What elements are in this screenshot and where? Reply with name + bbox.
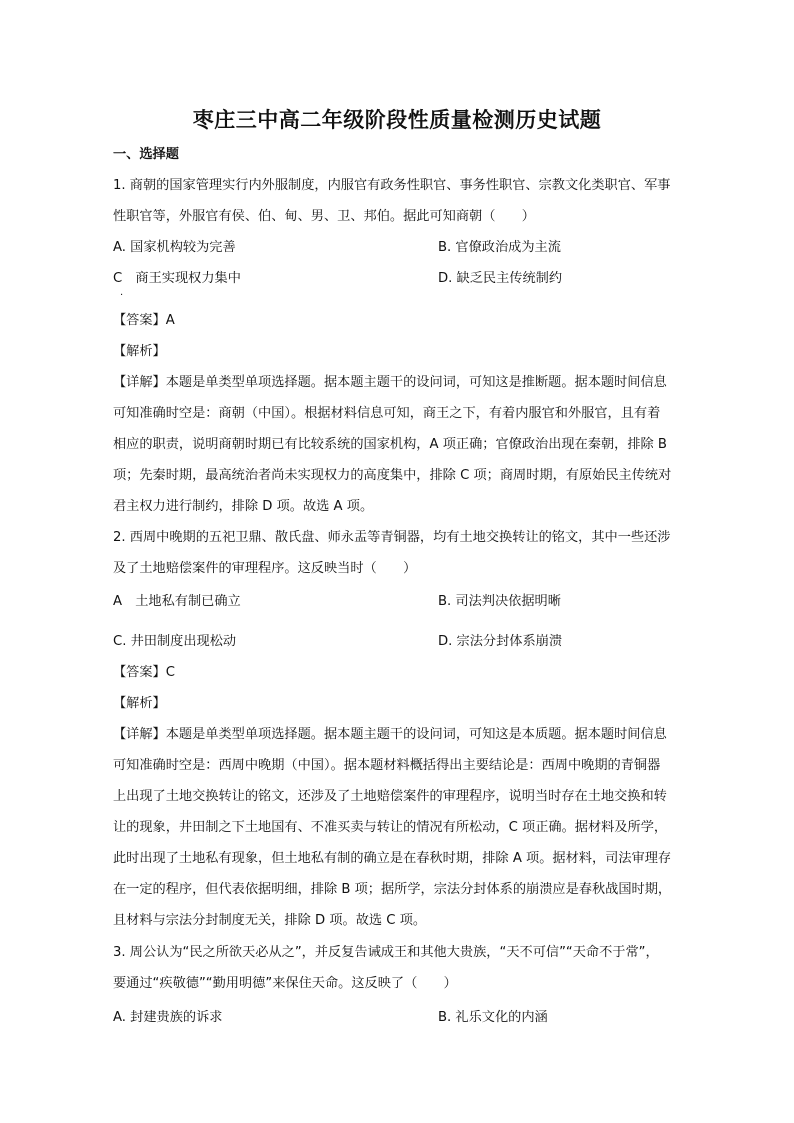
- q1-detail-line-5: 君主权力进行制约，排除 D 项。故选 A 项。: [113, 499, 374, 514]
- q2-option-b: B. 司法判决依据明晰: [438, 594, 561, 609]
- q1-option-c: C 商王实现权力集中: [113, 271, 241, 286]
- q1-detail-line-1: 【详解】本题是单类型单项选择题。据本题主题干的设问词，可知这是推断题。据本题时间信息: [113, 375, 667, 390]
- q2-option-c: C. 井田制度出现松动: [113, 634, 237, 649]
- q2-detail-line-5: 此时出现了土地私有现象，但土地私有制的确立是在春秋时期，排除 A 项。据材料，司法审理存: [113, 851, 672, 866]
- q2-detail-line-7: 且材料与宗法分封制度无关，排除 D 项。故选 C 项。: [113, 913, 427, 928]
- exam-title: 枣庄三中高二年级阶段性质量检测历史试题: [192, 107, 602, 132]
- q1-detail-line-2: 可知准确时空是：商朝（中国）。根据材料信息可知，商王之下，有着内服官和外服官，且有着: [113, 406, 661, 421]
- q3-stem-line-1: 3. 周公认为“民之所欲天必从之”，并反复告诫成王和其他大贵族，“天不可信”“天命不于常”，: [113, 945, 659, 960]
- q3-option-b: B. 礼乐文化的内涵: [438, 1010, 548, 1025]
- q2-detail-line-2: 可知准确时空是：西周中晚期（中国）。据本题材料概括得出主要结论是：西周中晚期的青铜器: [113, 758, 661, 773]
- q1-stem-line-1: 1. 商朝的国家管理实行内外服制度，内服官有政务性职官、事务性职官、宗教文化类职官、军事: [113, 178, 671, 193]
- q1-answer: 【答案】A: [113, 313, 175, 328]
- q1-option-d: D. 缺乏民主传统制约: [438, 271, 563, 286]
- q1-option-b: B. 官僚政治成为主流: [438, 240, 561, 255]
- q2-analysis-label: 【解析】: [113, 696, 166, 711]
- punctuation-dot: .: [120, 287, 124, 298]
- q2-detail-line-3: 上出现了土地交换转让的铭文，还涉及了土地赔偿案件的审理程序，说明当时存在土地交换和转: [113, 789, 667, 804]
- q2-stem-line-1: 2. 西周中晚期的五祀卫鼎、散氏盘、师永盂等青铜器，均有土地交换转让的铭文，其中一些还涉: [113, 530, 671, 545]
- q1-option-a: A. 国家机构较为完善: [113, 240, 236, 255]
- section-heading: 一、选择题: [113, 147, 179, 162]
- q1-detail-line-4: 项；先秦时期，最高统治者尚未实现权力的高度集中，排除 C 项；商周时期，有原始民主传统对: [113, 468, 672, 483]
- q2-option-d: D. 宗法分封体系崩溃: [438, 634, 563, 649]
- q3-stem-line-2: 要通过“疾敬德”“勤用明德”来保住天命。这反映了（ ）: [113, 976, 457, 991]
- q3-option-a: A. 封建贵族的诉求: [113, 1010, 223, 1025]
- q1-analysis-label: 【解析】: [113, 344, 166, 359]
- q2-answer: 【答案】C: [113, 665, 175, 680]
- q2-option-a: A 土地私有制已确立: [113, 594, 241, 609]
- q2-detail-line-6: 在一定的程序，但代表依据明细，排除 B 项；据所学，宗法分封体系的崩溃应是春秋战国时期，: [113, 882, 672, 897]
- q2-detail-line-4: 让的现象，井田制之下土地国有、不准买卖与转让的情况有所松动，C 项正确。据材料及所学，: [113, 820, 668, 835]
- q1-stem-line-2: 性职官等，外服官有侯、伯、甸、男、卫、邦伯。据此可知商朝（ ）: [113, 209, 535, 224]
- q2-stem-line-2: 及了土地赔偿案件的审理程序。这反映当时（ ）: [113, 561, 417, 576]
- q2-detail-line-1: 【详解】本题是单类型单项选择题。据本题主题干的设问词，可知这是本质题。据本题时间信息: [113, 727, 667, 742]
- q1-detail-line-3: 相应的职责，说明商朝时期已有比较系统的国家机构，A 项正确；官僚政治出现在秦朝，排除 B: [113, 437, 667, 452]
